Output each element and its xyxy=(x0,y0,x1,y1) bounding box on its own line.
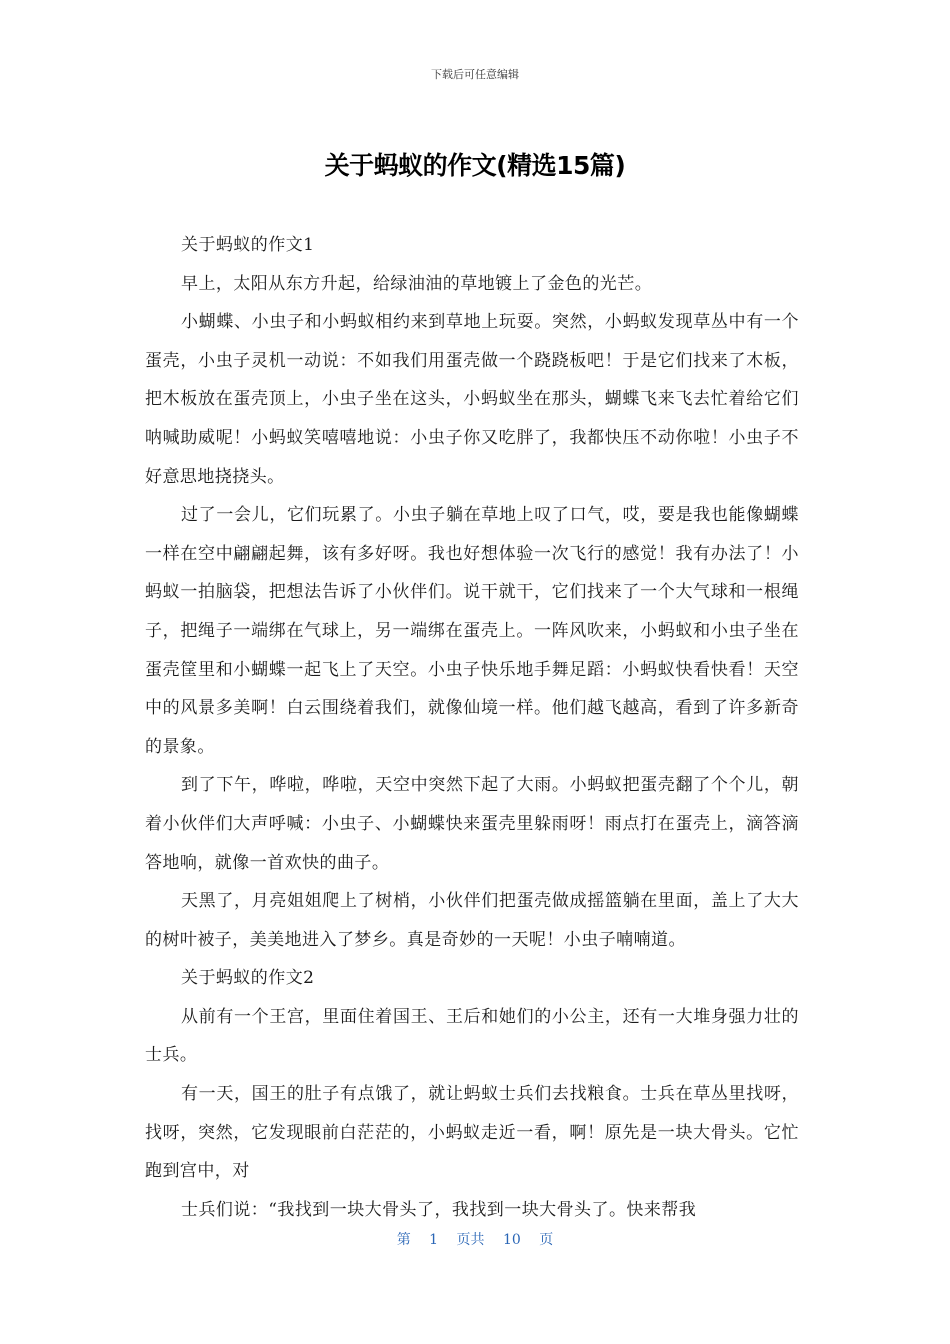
paragraph: 从前有一个王宫，里面住着国王、王后和她们的小公主，还有一大堆身强力壮的士兵。 xyxy=(145,1006,799,1066)
paragraph: 天黑了，月亮姐姐爬上了树梢，小伙伴们把蛋壳做成摇篮躺在里面，盖上了大大的树叶被子，美美地进入了梦乡。真是奇妙的一天呢！小虫子喃喃道。 xyxy=(145,891,799,950)
total-pages-number: 10 xyxy=(503,1232,521,1248)
page-header: 下载后可任意编辑 xyxy=(431,68,519,81)
current-page-number: 1 xyxy=(429,1232,439,1248)
document-title: 关于蚂蚁的作文(精选15篇) xyxy=(324,151,626,180)
page-label-suffix: 页 xyxy=(539,1232,554,1248)
section-heading: 关于蚂蚁的作文1 xyxy=(181,235,315,255)
paragraph: 士兵们说：“我找到一块大骨头了，我找到一块大骨头了。快来帮我 xyxy=(181,1199,697,1220)
paragraph: 过了一会儿，它们玩累了。小虫子躺在草地上叹了口气，哎，要是我也能像蝴蝶一样在空中翩翩起舞，该有多好呀。我也好想体验一次飞行的感觉！我有办法了！小蚂蚁一拍脑袋，把想法告诉了小伙伴们。说干就干，它们找来了一个大气球和一根绳子，把绳子一端绑在气球上，另一端绑在蛋壳上。一阵风吹来，小蚂蚁和小虫子坐在蛋壳筐里和小蝴蝶一起飞上了天空。小虫子快乐地手舞足蹈：小蚂蚁快看快看！天空中的风景多美啊！白云围绕着我们，就像仙境一样。他们越飞越高，看到了许多新奇的景象。 xyxy=(145,505,799,757)
page-footer xyxy=(0,1229,950,1249)
page-label-mid: 页共 xyxy=(456,1232,485,1248)
paragraph: 小蝴蝶、小虫子和小蚂蚁相约来到草地上玩耍。突然，小蚂蚁发现草丛中有一个蛋壳，小虫子灵机一动说：不如我们用蛋壳做一个跷跷板吧！于是它们找来了木板，把木板放在蛋壳顶上，小虫子坐在这头，小蚂蚁坐在那头，蝴蝶飞来飞去忙着给它们呐喊助威呢！小蚂蚁笑嘻嘻地说：小虫子你又吃胖了，我都快压不动你啦！小虫子不好意思地挠挠头。 xyxy=(145,312,799,487)
page-label-prefix: 第 xyxy=(396,1232,411,1248)
paragraph: 到了下午，哗啦，哗啦，天空中突然下起了大雨。小蚂蚁把蛋壳翻了个个儿，朝着小伙伴们大声呼喊：小虫子、小蝴蝶快来蛋壳里躲雨呀！雨点打在蛋壳上，滴答滴答地响，就像一首欢快的曲子。 xyxy=(145,775,799,873)
paragraph: 有一天，国王的肚子有点饿了，就让蚂蚁士兵们去找粮食。士兵在草丛里找呀，找呀，突然，它发现眼前白茫茫的，小蚂蚁走近一看，啊！原先是一块大骨头。它忙跑到宫中，对 xyxy=(145,1084,799,1182)
section-heading: 关于蚂蚁的作文2 xyxy=(181,968,315,989)
document-body xyxy=(145,226,799,1229)
paragraph: 早上，太阳从东方升起，给绿油油的草地镀上了金色的光芒。 xyxy=(181,273,653,294)
